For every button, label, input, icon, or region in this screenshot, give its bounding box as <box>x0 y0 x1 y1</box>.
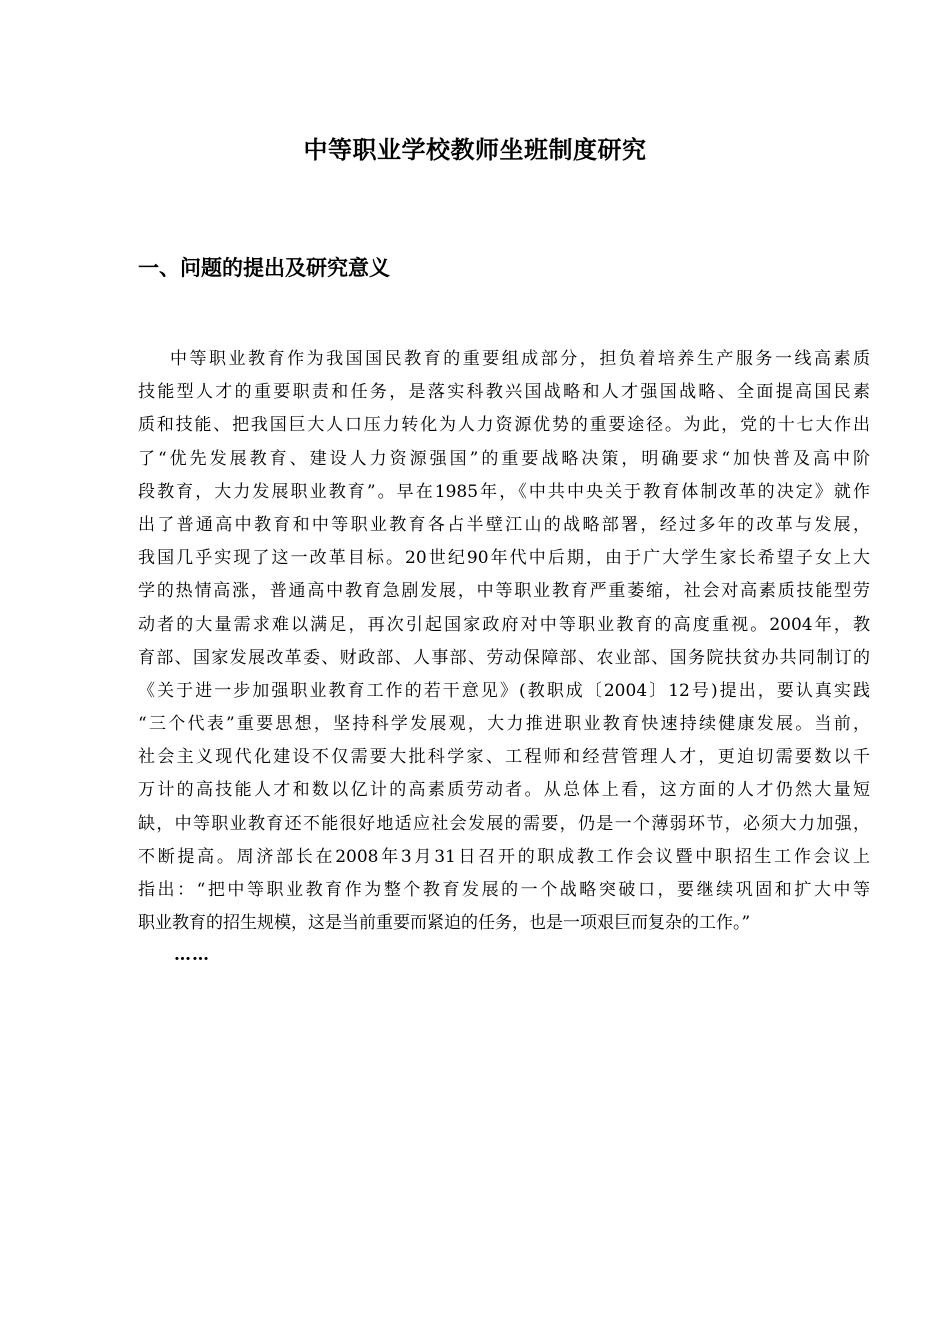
paragraph-line: 动者的大量需求难以满足，再次引起国家政府对中等职业教育的高度重视。2004年，教 <box>138 614 870 635</box>
body-paragraph <box>138 343 870 970</box>
paragraph-line: 育部、国家发展改革委、财政部、人事部、劳动保障部、农业部、国务院扶贫办共同制订的 <box>138 647 870 668</box>
paragraph-line: 万计的高技能人才和数以亿计的高素质劳动者。从总体上看，这方面的人才仍然大量短 <box>138 780 870 801</box>
paragraph-line: 质和技能、把我国巨大人口压力转化为人力资源优势的重要途径。为此，党的十七大作出 <box>138 415 870 436</box>
paragraph-line: 中等职业教育作为我国国民教育的重要组成部分，担负着培养生产服务一线高素质 <box>170 349 870 369</box>
paragraph-line: “三个代表”重要思想，坚持科学发展观，大力推进职业教育快速持续健康发展。当前， <box>138 714 870 735</box>
paragraph-line: 我国几乎实现了这一改革目标。20世纪90年代中后期，由于广大学生家长希望子女上大 <box>138 548 870 569</box>
paragraph-line: 指出：“把中等职业教育作为整个教育发展的一个战略突破口，要继续巩固和扩大中等 <box>138 880 870 900</box>
paragraph-line: 了“优先发展教育、建设人力资源强国”的重要战略决策，明确要求“加快普及高中阶 <box>138 448 870 469</box>
paragraph-line: 不断提高。周济部长在2008年3月31日召开的职成教工作会议暨中职招生工作会议上 <box>138 846 870 867</box>
section-heading: 一、问题的提出及研究意义 <box>138 256 390 280</box>
continuation-ellipsis: …… <box>174 945 210 966</box>
paragraph-line: 缺，中等职业教育还不能很好地适应社会发展的需要，仍是一个薄弱环节，必须大力加强， <box>138 813 870 834</box>
paragraph-line: 技能型人才的重要职责和任务，是落实科教兴国战略和人才强国战略、全面提高国民素 <box>138 382 870 403</box>
paragraph-line: 职业教育的招生规模，这是当前重要而紧迫的任务，也是一项艰巨而复杂的工作。” <box>138 913 751 934</box>
paragraph-line: 《关于进一步加强职业教育工作的若干意见》(教职成〔2004〕12号)提出，要认真实践 <box>138 680 870 701</box>
paragraph-line: 段教育，大力发展职业教育”。早在1985年，《中共中央关于教育体制改革的决定》就作 <box>138 481 870 502</box>
paragraph-line: 社会主义现代化建设不仅需要大批科学家、工程师和经营管理人才，更迫切需要数以千 <box>138 747 870 768</box>
paragraph-line: 出了普通高中教育和中等职业教育各占半壁江山的战略部署，经过多年的改革与发展， <box>138 514 870 535</box>
document-title: 中等职业学校教师坐班制度研究 <box>303 136 647 164</box>
paragraph-line: 学的热情高涨，普通高中教育急剧发展，中等职业教育严重萎缩，社会对高素质技能型劳 <box>138 581 870 602</box>
